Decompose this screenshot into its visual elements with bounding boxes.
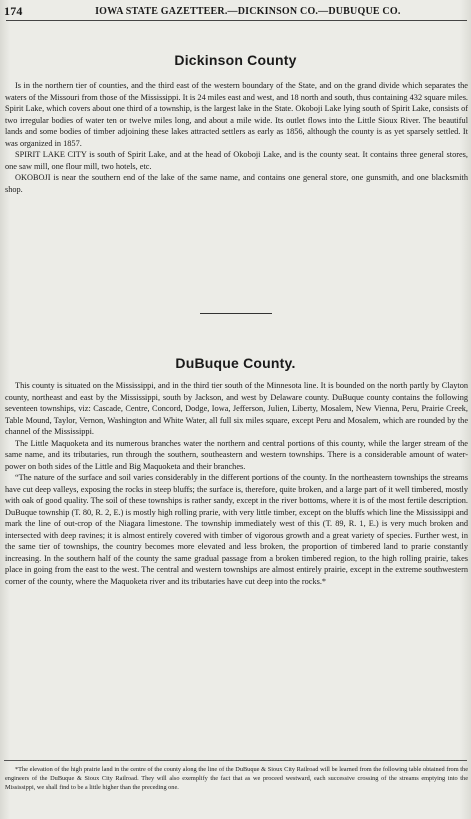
- dubuque-county-title: DuBuque County.: [175, 355, 296, 371]
- dickinson-paragraph-1: Is in the northern tier of counties, and the third east of the western boundary of the State, and on the grand divide which separates the waters of the Missouri from those of the Mississippi. It is 24 miles east and west, and 18 north and south, thus containing 432 square miles. Spirit Lake, which covers about one third of a township, is the largest lake in the State. Okoboji Lake lying south of Spirit Lake, consists of two irregular bodies of water ten or twelve miles long, and about a mile wide. Its outlet flows into the Little Sioux River. The beautiful lands and some bodies of timber adjoining these lakes attracted settlers as early as 1856, although the county is as yet sparsely settled. It was organized in 1857.: [5, 81, 468, 148]
- dubuque-county-text: [5, 380, 468, 587]
- dickinson-paragraph-3: OKOBOJI is near the southern end of the lake of the same name, and contains one general store, one gunsmith, and one blacksmith shop.: [5, 173, 468, 194]
- running-title: IOWA STATE GAZETTEER.—DICKINSON CO.—DUBUQUE CO.: [95, 5, 401, 17]
- header-rule: [6, 20, 467, 21]
- running-head: [4, 2, 467, 20]
- footnote-rule: [4, 760, 467, 761]
- footnote-text: *The elevation of the high prairie land in the centre of the county along the line of the DuBuque & Sioux City Railroad will be learned from the following table obtained from the engineers of the DuBuque & Sioux City Railroad. They will also exemplify the fact that as we proceed westward, each successive crossing of the streams emptying into the Mississippi, we shall find to be a little higher than the preceding one.: [5, 766, 468, 792]
- page-number: 174: [4, 3, 23, 18]
- dickinson-paragraph-2: SPIRIT LAKE CITY is south of Spirit Lake, and at the head of Okoboji Lake, and is the county seat. It contains three general stores, one saw mill, one flour mill, two hotels, etc.: [5, 150, 468, 171]
- section-divider: [200, 313, 272, 314]
- dickinson-county-title: Dickinson County: [174, 52, 297, 68]
- footnote: [5, 765, 468, 793]
- dickinson-county-text: [5, 80, 468, 195]
- dubuque-paragraph-2: The Little Maquoketa and its numerous branches water the northern and central portions of this county, while the larger stream of the same name, and its tributaries, run through the southern, southeastern and western townships. There is a considerable amount of water-power on both sides of the Little and Big Maquoketa and their branches.: [5, 438, 468, 471]
- dubuque-paragraph-3: “The nature of the surface and soil varies considerably in the different portions of the county. In the northeastern townships the streams have cut deep valleys, exposing the rocks in steep bluffs; the surface is, therefore, quite broken, and a large part of it well timbered, mostly with oak of good quality. The soil of these townships is rather sandy, except in the river bottoms, where it is of the most fertile description. DuBuque township (T. 80, R. 2, E.) is mostly high rolling prarie, with very little timber, except on the bluffs which line the Mississippi and mark the line of out-crop of the Niagara limestone. The township immediately west of this (T. 89, R. 1, E.) is very much broken and intersected with deep ravines; it is almost entirely covered with timber of vigorous growth and a great variety of species. Further west, in the same tier of townships, the country becomes more elevated and less broken, the proportion of timbered land to prarie constantly increasing. In the southern half of the county the same gradual passage from a broken timbered region, to the high rolling prairie, takes place in going from the east to the west. The central and western townships are almost entirely prairie, except in the extreme southwestern corner of the county, where the Maquoketa river and its tributaries have cut deep into the rocks.*: [5, 473, 468, 586]
- dubuque-paragraph-1: This county is situated on the Mississippi, and in the third tier south of the Minnesota line. It is bounded on the north partly by Clayton county, northeast and east by the Mississippi, south by Jackson, and west by Delaware county. DuBuque county contains the following seventeen townships, viz: Cascade, Centre, Concord, Dodge, Iowa, Jefferson, Julien, Liberty, Mosalem, New Vienna, Peru, Prairie Creek, Table Mound, Taylor, Vernon, Washington and White Water, all full six miles square, except Peru and Mosalem, which are rounded by the channel of the Mississippi.: [5, 381, 468, 436]
